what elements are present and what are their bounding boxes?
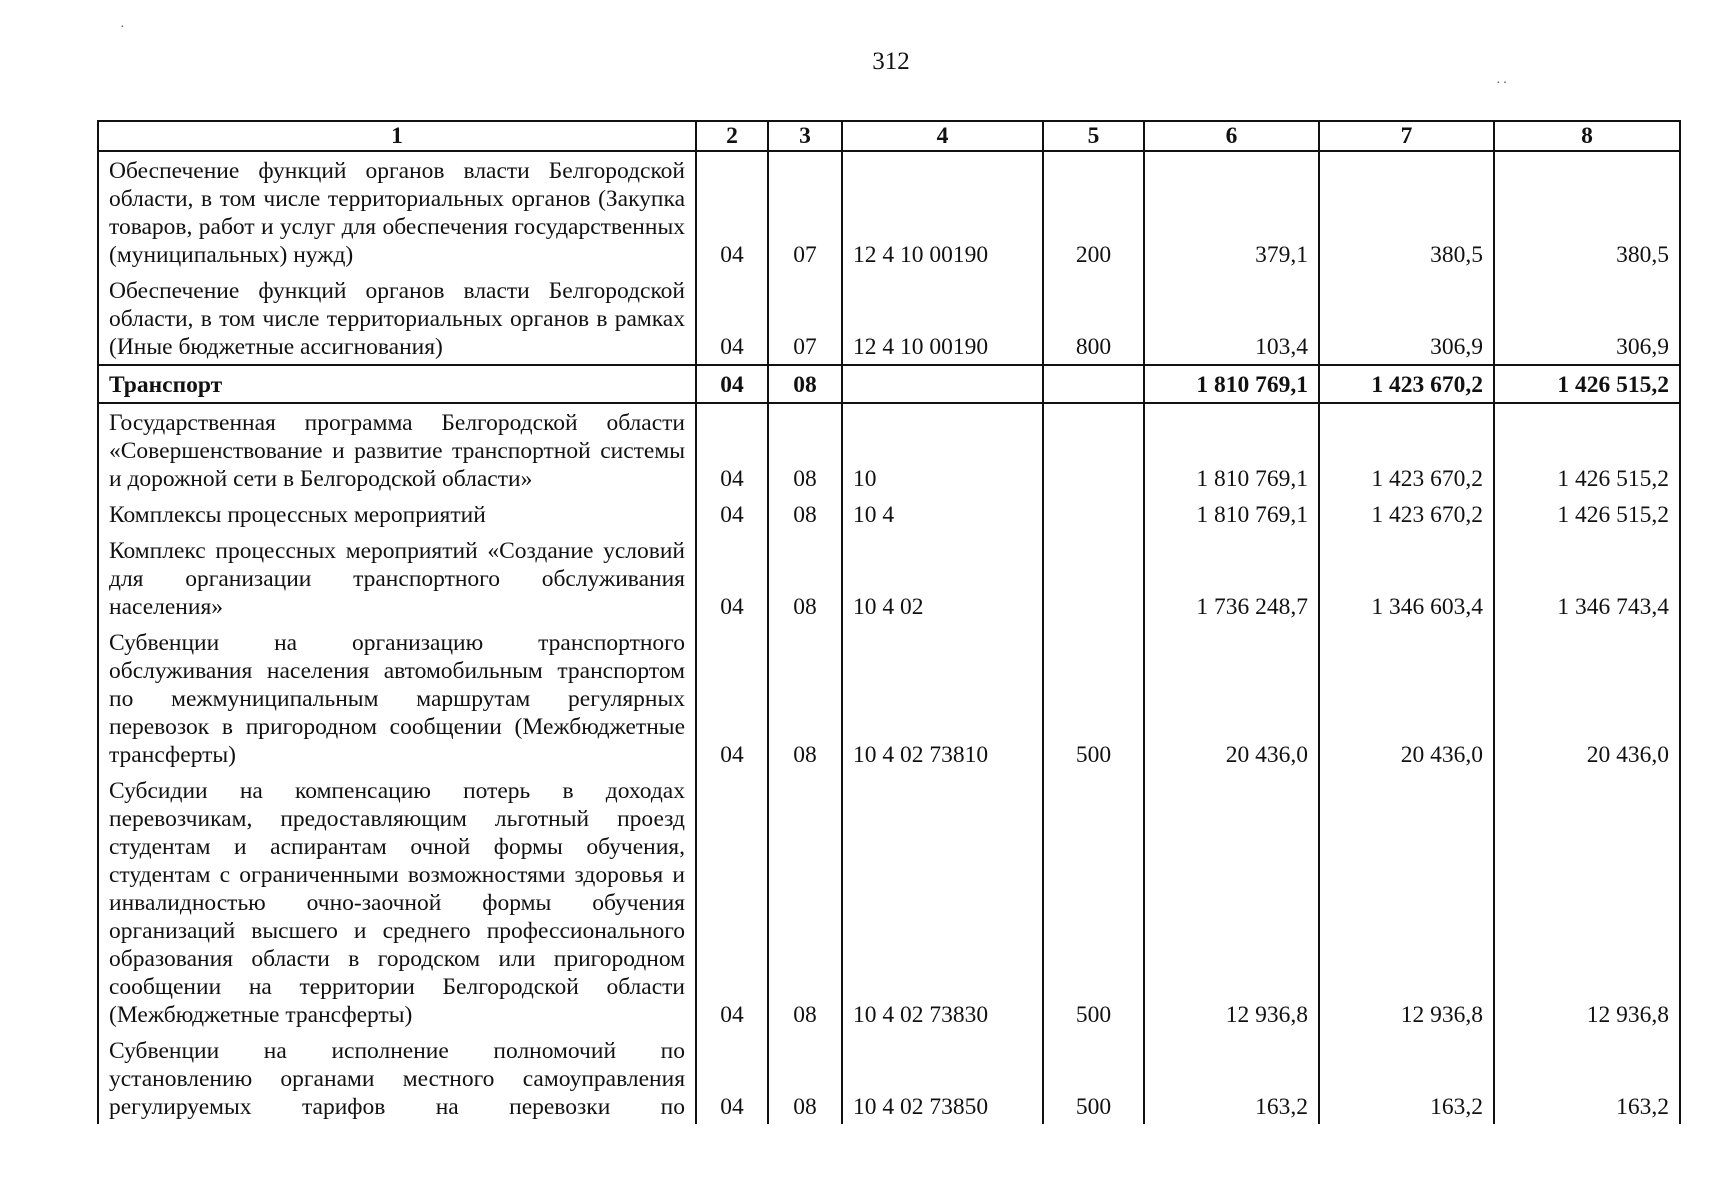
- row-amount-col7: 1 346 603,4: [1319, 532, 1494, 624]
- table-row-section-total: [98, 365, 1680, 403]
- row-target-code: 10 4 02 73810: [842, 624, 1043, 772]
- row-amount-col6: 1 810 769,1: [1144, 496, 1319, 532]
- row-expense-type: 500: [1043, 1032, 1144, 1124]
- row-section: 04: [696, 365, 768, 403]
- table-row: [98, 272, 1680, 365]
- row-expense-type: [1043, 532, 1144, 624]
- page-number: 312: [872, 48, 910, 75]
- row-section: 04: [696, 772, 768, 1032]
- row-name: Комплексы процессных мероприятий: [98, 496, 696, 532]
- row-name: Субсидии на компенсацию потерь в доходах перевозчикам, предоставляющим льготный проезд студентам и аспирантам очной формы обучения, студентам с ограниченными возможностями здоровья и инвалидностью очно-заочной формы обучения организаций высшего и среднего профессионального образования области в городском или пригородном сообщении на территории Белгородской области (Межбюджетные трансферты): [98, 772, 696, 1032]
- row-amount-col7: 380,5: [1319, 151, 1494, 272]
- row-amount-col7: 1 423 670,2: [1319, 365, 1494, 403]
- row-amount-col6: 20 436,0: [1144, 624, 1319, 772]
- budget-table: [97, 120, 1681, 1124]
- header-col-5: 5: [1043, 121, 1144, 151]
- scan-noise: ·: [120, 20, 127, 35]
- row-expense-type: 800: [1043, 272, 1144, 365]
- row-expense-type: [1043, 365, 1144, 403]
- row-section: 04: [696, 496, 768, 532]
- row-name-line: регулируемых тарифов на перевозки по: [109, 1094, 685, 1120]
- row-amount-col8: 1 426 515,2: [1494, 496, 1680, 532]
- row-subsection: 08: [768, 772, 842, 1032]
- row-target-code: 10: [842, 403, 1043, 496]
- row-subsection: 08: [768, 532, 842, 624]
- row-amount-col7: 1 423 670,2: [1319, 496, 1494, 532]
- header-col-8: 8: [1494, 121, 1680, 151]
- row-amount-col8: 1 426 515,2: [1494, 365, 1680, 403]
- row-amount-col8: 1 426 515,2: [1494, 403, 1680, 496]
- table-header: [98, 121, 1680, 151]
- row-name: [98, 1032, 696, 1124]
- row-amount-col7: 163,2: [1319, 1032, 1494, 1124]
- row-subsection: 08: [768, 365, 842, 403]
- row-expense-type: 200: [1043, 151, 1144, 272]
- header-col-6: 6: [1144, 121, 1319, 151]
- table-row: [98, 772, 1680, 1032]
- row-section: 04: [696, 272, 768, 365]
- row-expense-type: [1043, 496, 1144, 532]
- row-section: 04: [696, 1032, 768, 1124]
- row-expense-type: [1043, 403, 1144, 496]
- row-name: Обеспечение функций органов власти Белгородской области, в том числе территориальных органов в рамках (Иные бюджетные ассигнования): [98, 272, 696, 365]
- row-amount-col8: 12 936,8: [1494, 772, 1680, 1032]
- table-row: [98, 532, 1680, 624]
- row-target-code: 10 4 02 73850: [842, 1032, 1043, 1124]
- row-amount-col6: 103,4: [1144, 272, 1319, 365]
- row-name-line: установлению органами местного самоуправления: [109, 1066, 685, 1092]
- row-subsection: 07: [768, 151, 842, 272]
- row-subsection: 08: [768, 403, 842, 496]
- row-amount-col8: 163,2: [1494, 1032, 1680, 1124]
- row-name: Комплекс процессных мероприятий «Создание условий для организации транспортного обслуживания населения»: [98, 532, 696, 624]
- table-row: [98, 496, 1680, 532]
- row-target-code: 10 4 02: [842, 532, 1043, 624]
- row-section: 04: [696, 403, 768, 496]
- table-row: [98, 403, 1680, 496]
- row-amount-col7: 20 436,0: [1319, 624, 1494, 772]
- row-section: 04: [696, 624, 768, 772]
- row-amount-col6: 1 810 769,1: [1144, 403, 1319, 496]
- row-name: Государственная программа Белгородской области «Совершенствование и развитие транспортной системы и дорожной сети в Белгородской области»: [98, 403, 696, 496]
- row-amount-col6: 12 936,8: [1144, 772, 1319, 1032]
- row-amount-col8: 306,9: [1494, 272, 1680, 365]
- header-col-4: 4: [842, 121, 1043, 151]
- row-amount-col6: 1 736 248,7: [1144, 532, 1319, 624]
- scan-noise: ··: [1496, 76, 1510, 91]
- row-amount-col8: 380,5: [1494, 151, 1680, 272]
- row-amount-col8: 1 346 743,4: [1494, 532, 1680, 624]
- row-amount-col8: 20 436,0: [1494, 624, 1680, 772]
- header-col-2: 2: [696, 121, 768, 151]
- row-name-line: Субвенции на исполнение полномочий по: [109, 1038, 685, 1064]
- row-subsection: 07: [768, 272, 842, 365]
- row-amount-col6: 1 810 769,1: [1144, 365, 1319, 403]
- row-subsection: 08: [768, 1032, 842, 1124]
- row-subsection: 08: [768, 624, 842, 772]
- table-row-continued: [98, 1032, 1680, 1124]
- row-subsection: 08: [768, 496, 842, 532]
- row-expense-type: 500: [1043, 772, 1144, 1032]
- row-name: Транспорт: [98, 365, 696, 403]
- row-amount-col7: 12 936,8: [1319, 772, 1494, 1032]
- row-target-code: [842, 365, 1043, 403]
- table-row: [98, 624, 1680, 772]
- table-row: [98, 151, 1680, 272]
- row-expense-type: 500: [1043, 624, 1144, 772]
- row-target-code: 10 4: [842, 496, 1043, 532]
- row-amount-col7: 1 423 670,2: [1319, 403, 1494, 496]
- header-col-7: 7: [1319, 121, 1494, 151]
- row-section: 04: [696, 151, 768, 272]
- row-section: 04: [696, 532, 768, 624]
- row-amount-col7: 306,9: [1319, 272, 1494, 365]
- row-amount-col6: 379,1: [1144, 151, 1319, 272]
- row-target-code: 10 4 02 73830: [842, 772, 1043, 1032]
- row-name: Субвенции на организацию транспортного обслуживания населения автомобильным транспортом по межмуниципальным маршрутам регулярных перевозок в пригородном сообщении (Межбюджетные трансферты): [98, 624, 696, 772]
- row-amount-col6: 163,2: [1144, 1032, 1319, 1124]
- header-col-3: 3: [768, 121, 842, 151]
- row-name: Обеспечение функций органов власти Белгородской области, в том числе территориальных органов (Закупка товаров, работ и услуг для обеспечения государственных (муниципальных) нужд): [98, 151, 696, 272]
- row-target-code: 12 4 10 00190: [842, 151, 1043, 272]
- header-col-1: 1: [98, 121, 696, 151]
- row-target-code: 12 4 10 00190: [842, 272, 1043, 365]
